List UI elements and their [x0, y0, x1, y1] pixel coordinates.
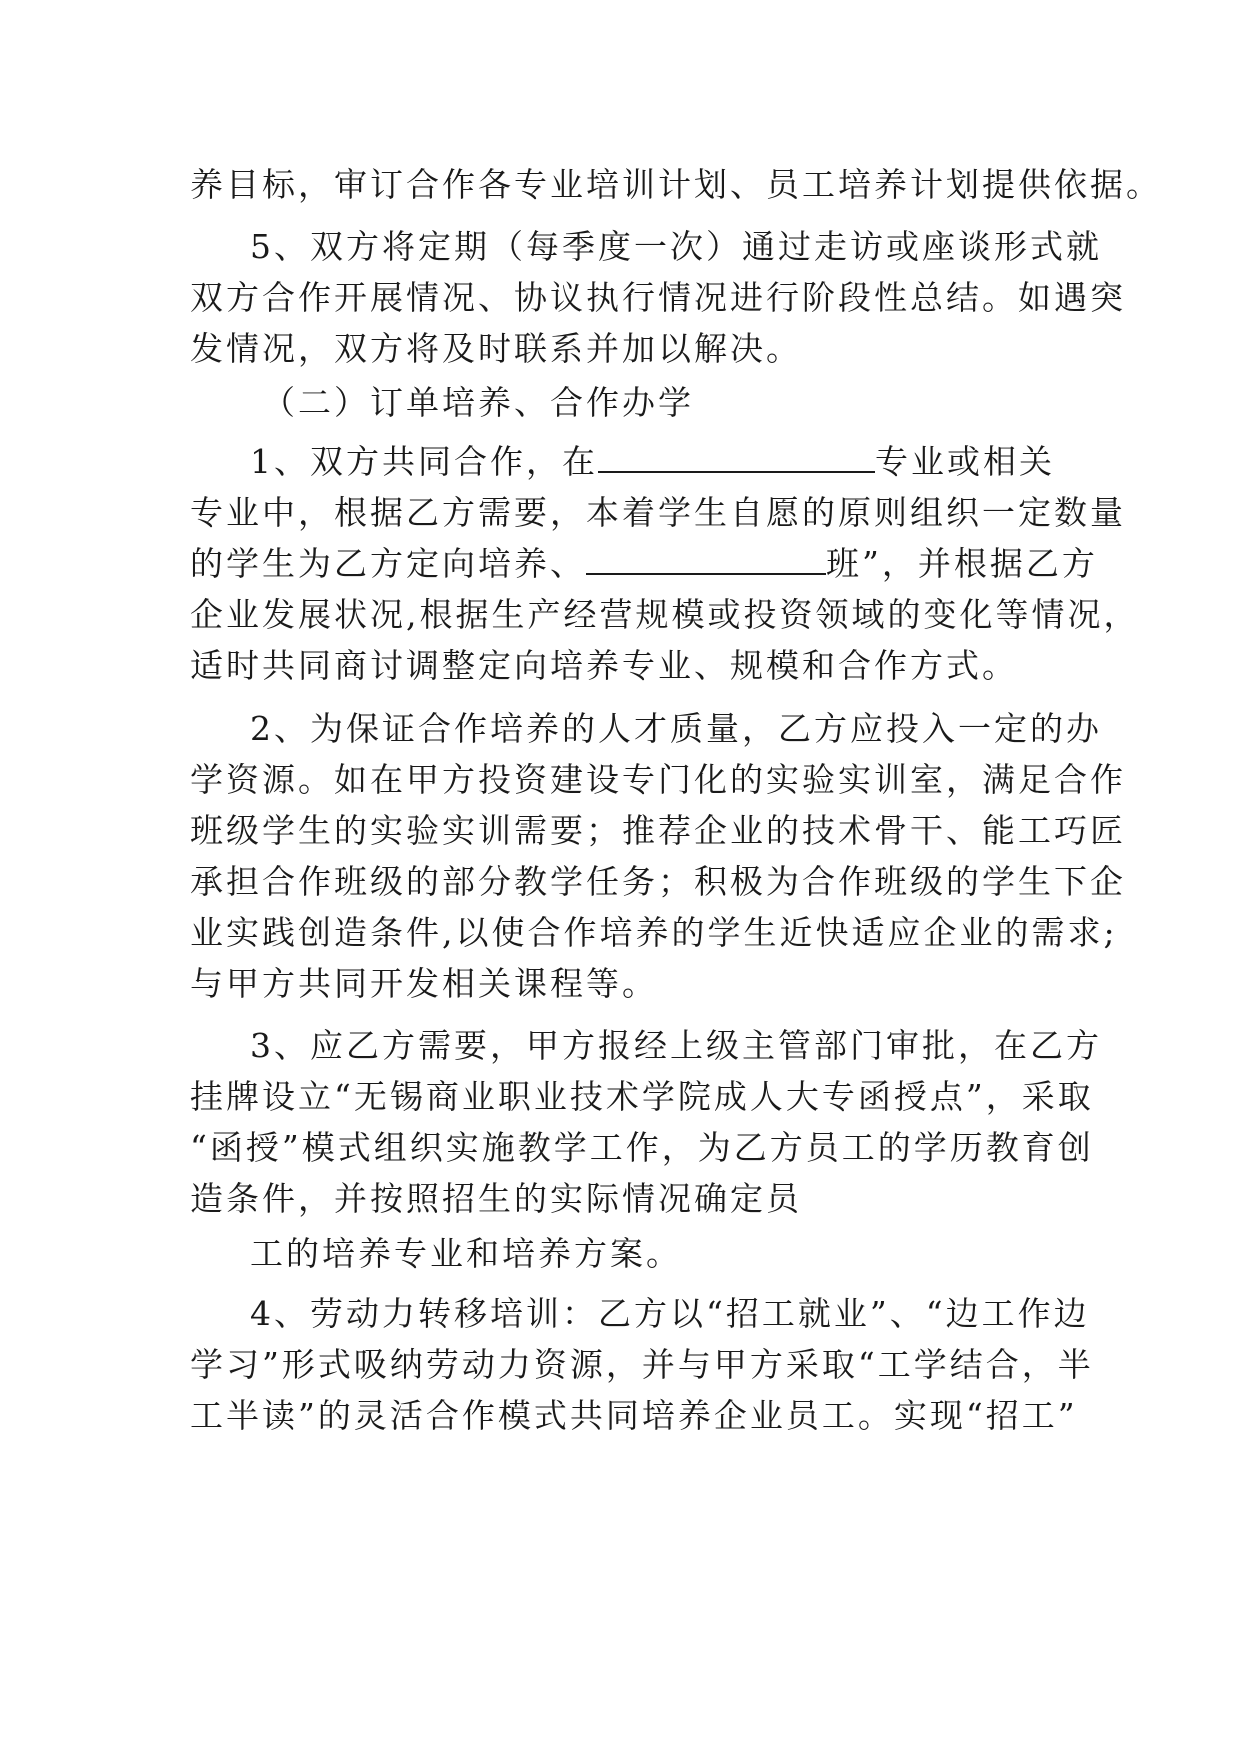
text-line: 企业发展状况,根据生产经营规模或投资领域的变化等情况，	[190, 595, 1140, 634]
text-line: 3、应乙方需要，甲方报经上级主管部门审批，在乙方	[250, 1026, 1102, 1065]
blank-suffix: 专业或相关	[875, 442, 1055, 481]
text-line-with-blank	[250, 434, 1055, 490]
blank-prefix: 1、双方共同合作，在	[250, 442, 598, 481]
text-line: 挂牌设立“无锡商业职业技术学院成人大专函授点”，采取	[190, 1077, 1094, 1116]
text-line: 4、劳动力转移培训：乙方以“招工就业”、“边工作边	[250, 1294, 1090, 1333]
text-line: 双方合作开展情况、协议执行情况进行阶段性总结。如遇突	[190, 278, 1126, 317]
text-line: 工半读”的灵活合作模式共同培养企业员工。实现“招工”	[190, 1396, 1078, 1435]
text-line: 2、为保证合作培养的人才质量，乙方应投入一定的办	[250, 709, 1102, 748]
text-line: 5、双方将定期（每季度一次）通过走访或座谈形式就	[250, 227, 1102, 266]
text-line: 业实践创造条件,以使合作培养的学生近快适应企业的需求;	[190, 913, 1118, 952]
blank-suffix: 班”，并根据乙方	[826, 544, 1098, 583]
text-line: 与甲方共同开发相关课程等。	[190, 964, 658, 1003]
text-line: 发情况，双方将及时联系并加以解决。	[190, 329, 802, 368]
text-line: 学习”形式吸纳劳动力资源，并与甲方采取“工学结合，半	[190, 1345, 1094, 1384]
text-line: 承担合作班级的部分教学任务；积极为合作班级的学生下企	[190, 862, 1126, 901]
text-line-with-blank	[190, 536, 1098, 592]
text-line: 适时共同商讨调整定向培养专业、规模和合作方式。	[190, 646, 1018, 685]
text-line: 学资源。如在甲方投资建设专门化的实验实训室，满足合作	[190, 760, 1126, 799]
text-line: 造条件，并按照招生的实际情况确定员	[190, 1179, 802, 1218]
text-line: 专业中，根据乙方需要，本着学生自愿的原则组织一定数量	[190, 493, 1126, 532]
text-line: 养目标，审订合作各专业培训计划、员工培养计划提供依据。	[190, 165, 1162, 204]
fill-in-blank	[586, 543, 826, 575]
section-heading: （二）订单培养、合作办学	[262, 383, 694, 422]
fill-in-blank	[598, 441, 875, 473]
text-line: “函授”模式组织实施教学工作，为乙方员工的学历教育创	[190, 1128, 1094, 1167]
text-line: 班级学生的实验实训需要；推荐企业的技术骨干、能工巧匠	[190, 811, 1126, 850]
text-line: 工的培养专业和培养方案。	[250, 1234, 682, 1273]
blank-prefix: 的学生为乙方定向培养、	[190, 544, 586, 583]
